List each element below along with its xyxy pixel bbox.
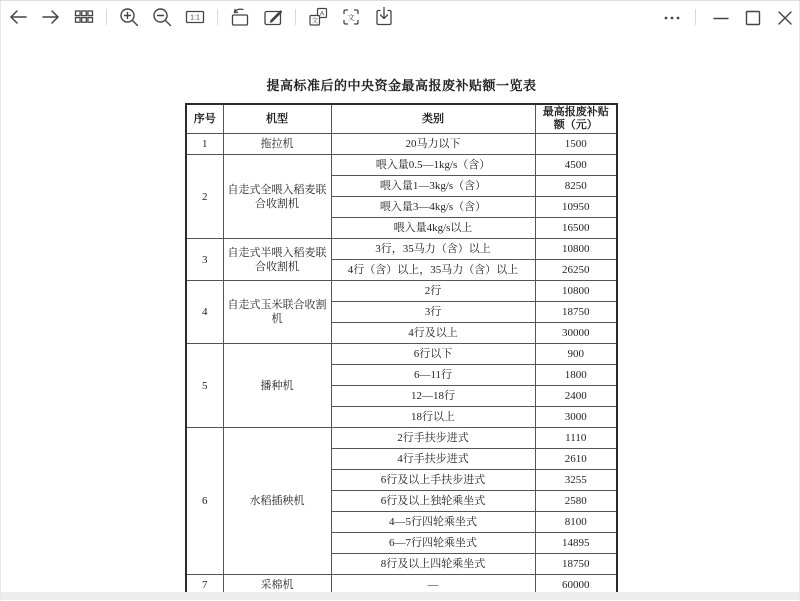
category-cell: 12—18行: [331, 386, 535, 407]
translate-icon: [304, 3, 332, 31]
amount-cell: 2610: [535, 449, 617, 470]
machine-type-cell: 自走式全喂入稻麦联合收割机: [223, 155, 331, 239]
category-cell: 6—7行四轮乘坐式: [331, 533, 535, 554]
row-number-cell: 2: [186, 155, 223, 239]
amount-cell: 18750: [535, 554, 617, 575]
category-cell: 6—11行: [331, 365, 535, 386]
svg-text:文: 文: [347, 13, 355, 22]
category-cell: 喂入量0.5—1kg/s（含）: [331, 155, 535, 176]
toolbar-divider: [106, 9, 107, 25]
minimize-icon: [706, 3, 736, 31]
svg-text:文: 文: [311, 17, 318, 25]
category-cell: 20马力以下: [331, 134, 535, 155]
row-number-cell: 3: [186, 239, 223, 281]
more-options-button[interactable]: [657, 3, 687, 31]
amount-cell: 10800: [535, 239, 617, 260]
amount-cell: 2400: [535, 386, 617, 407]
actual-size-button[interactable]: [181, 3, 209, 31]
header-category: 类别: [331, 104, 535, 134]
rotate-icon: [226, 3, 254, 31]
amount-cell: 1110: [535, 428, 617, 449]
machine-type-cell: 自走式半喂入稻麦联合收割机: [223, 239, 331, 281]
minimize-button[interactable]: [706, 3, 736, 31]
amount-cell: 60000: [535, 575, 617, 596]
amount-cell: 26250: [535, 260, 617, 281]
table-row: [186, 281, 617, 302]
amount-cell: 18750: [535, 302, 617, 323]
translate-button[interactable]: [304, 3, 332, 31]
document-title: 提高标准后的中央资金最高报废补贴额一览表: [266, 77, 537, 93]
category-cell: 4—5行四轮乘坐式: [331, 512, 535, 533]
window-controls-divider: [695, 9, 696, 25]
table-row: [186, 239, 617, 260]
machine-type-cell: 采棉机: [223, 575, 331, 596]
thumbnails-button[interactable]: [70, 3, 98, 31]
header-max-subsidy: 最高报废补贴额（元）: [535, 104, 617, 134]
amount-cell: 4500: [535, 155, 617, 176]
category-cell: 6行及以上手扶步进式: [331, 470, 535, 491]
category-cell: —: [331, 575, 535, 596]
category-cell: 3行，35马力（含）以上: [331, 239, 535, 260]
amount-cell: 2580: [535, 491, 617, 512]
table-row: [186, 155, 617, 176]
zoom-in-icon: [115, 3, 143, 31]
svg-text:A: A: [319, 10, 325, 18]
zoom-out-button[interactable]: [148, 3, 176, 31]
header-serial: 序号: [186, 104, 223, 134]
category-cell: 2行手扶步进式: [331, 428, 535, 449]
amount-cell: 3255: [535, 470, 617, 491]
document-image: [185, 69, 618, 597]
category-cell: 4行及以上: [331, 323, 535, 344]
table-row: [186, 134, 617, 155]
actual-size-icon: [181, 3, 209, 31]
amount-cell: 900: [535, 344, 617, 365]
machine-type-cell: 水稻插秧机: [223, 428, 331, 575]
forward-button[interactable]: [37, 3, 65, 31]
category-cell: 3行: [331, 302, 535, 323]
zoom-out-icon: [148, 3, 176, 31]
amount-cell: 10950: [535, 197, 617, 218]
amount-cell: 3000: [535, 407, 617, 428]
window-controls: [655, 3, 800, 31]
amount-cell: 1500: [535, 134, 617, 155]
header-machine-type: 机型: [223, 104, 331, 134]
edit-button[interactable]: [259, 3, 287, 31]
amount-cell: 8250: [535, 176, 617, 197]
maximize-button[interactable]: [738, 3, 768, 31]
rotate-button[interactable]: [226, 3, 254, 31]
amount-cell: 10800: [535, 281, 617, 302]
amount-cell: 14895: [535, 533, 617, 554]
machine-type-cell: 拖拉机: [223, 134, 331, 155]
category-cell: 喂入量1—3kg/s（含）: [331, 176, 535, 197]
machine-type-cell: 播种机: [223, 344, 331, 428]
window-left-edge: [0, 1, 1, 601]
back-icon: [4, 3, 32, 31]
thumbnails-icon: [70, 3, 98, 31]
maximize-icon: [738, 3, 768, 31]
close-icon: [770, 3, 800, 31]
zoom-in-button[interactable]: [115, 3, 143, 31]
row-number-cell: 7: [186, 575, 223, 596]
amount-cell: 1800: [535, 365, 617, 386]
category-cell: 6行以下: [331, 344, 535, 365]
category-cell: 8行及以上四轮乘坐式: [331, 554, 535, 575]
table-header-row: [186, 104, 617, 134]
toolbar: [0, 1, 800, 33]
category-cell: 喂入量3—4kg/s（含）: [331, 197, 535, 218]
subsidy-table: [185, 103, 618, 597]
app-bottom-strip: [0, 592, 800, 600]
extract-text-icon: [337, 3, 365, 31]
machine-type-cell: 自走式玉米联合收割机: [223, 281, 331, 344]
row-number-cell: 1: [186, 134, 223, 155]
image-canvas[interactable]: [0, 33, 800, 593]
category-cell: 喂入量4kg/s以上: [331, 218, 535, 239]
toolbar-divider: [295, 9, 296, 25]
extract-text-button[interactable]: [337, 3, 365, 31]
close-button[interactable]: [770, 3, 800, 31]
amount-cell: 8100: [535, 512, 617, 533]
table-row: [186, 428, 617, 449]
back-button[interactable]: [4, 3, 32, 31]
category-cell: 4行（含）以上，35马力（含）以上: [331, 260, 535, 281]
svg-text:1:1: 1:1: [190, 14, 200, 22]
category-cell: 18行以上: [331, 407, 535, 428]
row-number-cell: 5: [186, 344, 223, 428]
category-cell: 6行及以上独轮乘坐式: [331, 491, 535, 512]
category-cell: 2行: [331, 281, 535, 302]
more-options-icon: [657, 3, 687, 31]
amount-cell: 30000: [535, 323, 617, 344]
save-icon: [370, 3, 398, 31]
table-row: [186, 344, 617, 365]
category-cell: 4行手扶步进式: [331, 449, 535, 470]
amount-cell: 16500: [535, 218, 617, 239]
edit-icon: [259, 3, 287, 31]
forward-icon: [37, 3, 65, 31]
row-number-cell: 4: [186, 281, 223, 344]
row-number-cell: 6: [186, 428, 223, 575]
save-button[interactable]: [370, 3, 398, 31]
toolbar-divider: [217, 9, 218, 25]
